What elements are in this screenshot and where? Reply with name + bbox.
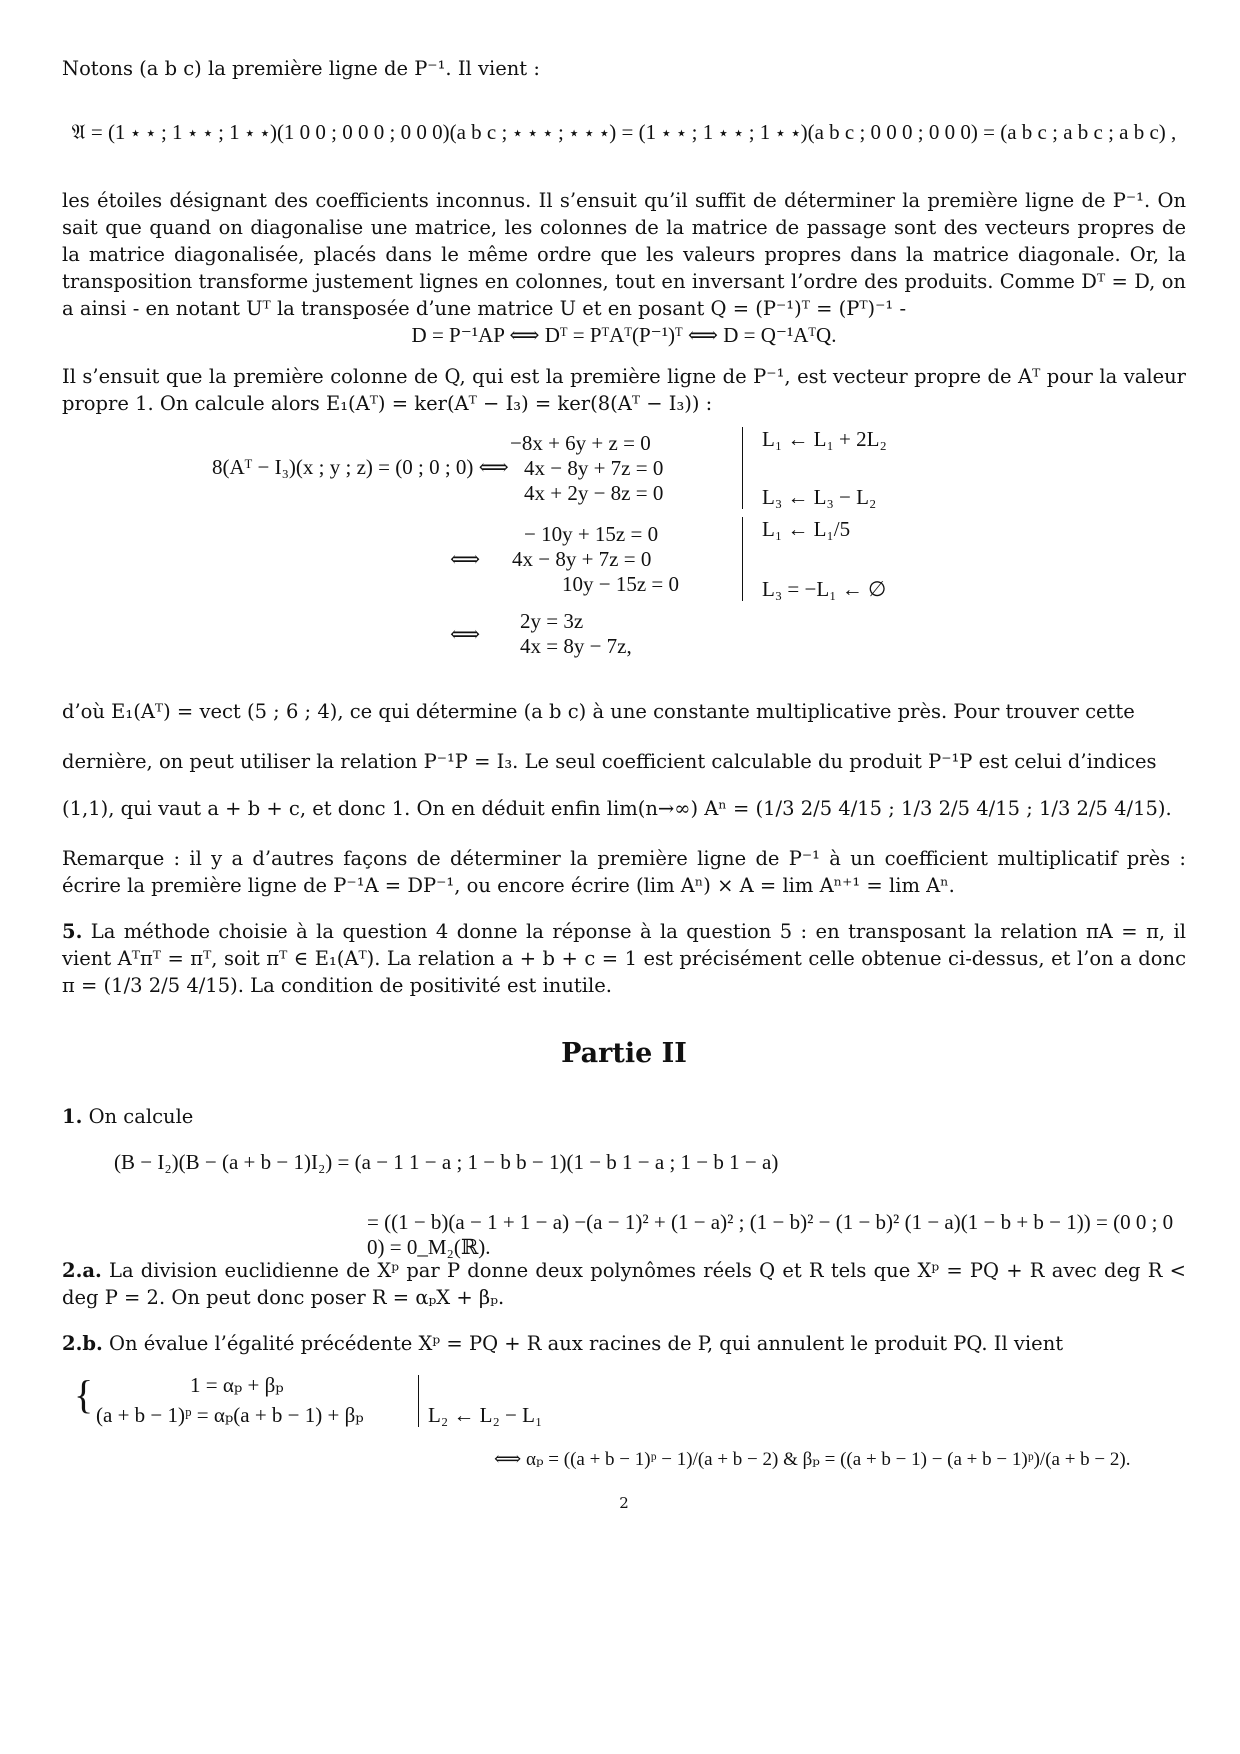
system-mid-line-2: 4x − 8y + 7z = 0 [512, 547, 652, 571]
question-5-text: La méthode choisie à la question 4 donne la réponse à la question 5 : en transposant la relation πA = π, il vient Aᵀπᵀ = πᵀ, soit πᵀ ∈ E₁(Aᵀ). La relation a + b + c = 1 est précisément celle obtenue ci-dessus, et l’on a donc π = (1/3 2/5 4/15). La condition de positivité est inutile. [62, 920, 1186, 997]
section-title: Partie II [561, 1038, 687, 1069]
row-operation-1: L₁ ← L₁ + 2L₂ [762, 427, 887, 451]
alpha-beta-line-2: (a + b − 1)ᵖ = αₚ(a + b − 1) + βₚ [96, 1403, 364, 1427]
question-2b [62, 1330, 1186, 1357]
paragraph-remark: Remarque : il y a d’autres façons de déterminer la première ligne de P⁻¹ à un coefficient multiplicatif près : écrire la première ligne de P⁻¹A = DP⁻¹, ou encore écrire (lim Aⁿ) × A = lim Aⁿ⁺¹ = lim Aⁿ. [62, 847, 1186, 897]
alpha-beta-result: ⟺ αₚ = ((a + b − 1)ᵖ − 1)/(a + b − 2) & βₚ = ((a + b − 1) − (a + b − 1)ᵖ)/(a + b − 2). [494, 1449, 1131, 1470]
paragraph-limit: (1,1), qui vaut a + b + c, et donc 1. On en déduit enfin lim(n→∞) Aⁿ = (1/3 2/5 4/15 ; 1/3 2/5 4/15 ; 1/3 2/5 4/15). [62, 797, 1172, 820]
paragraph-normalisation: dernière, on peut utiliser la relation P⁻¹P = I₃. Le seul coefficient calculable du produit P⁻¹P est celui d’indices [62, 750, 1157, 773]
question-5 [62, 918, 1186, 999]
question-2a-text: La division euclidienne de Xᵖ par P donne deux polynômes réels Q et R tels que Xᵖ = PQ + R avec deg R < deg P = 2. On peut donc poser R = αₚX + βₚ. [62, 1259, 1186, 1309]
equation-matrix-product: 𝔄 = (1 ⋆ ⋆ ; 1 ⋆ ⋆ ; 1 ⋆ ⋆)(1 0 0 ; 0 0 0 ; 0 0 0)(a b c ; ⋆ ⋆ ⋆ ; ⋆ ⋆ ⋆) = (1 ⋆ ⋆ ; 1 ⋆ ⋆ ; 1 ⋆ ⋆)(a b c ; 0 0 0 ; 0 0 0) = (a b c ; a b c ; a b c) , [71, 120, 1177, 144]
equation-diagonalisation: D = P⁻¹AP ⟺ Dᵀ = PᵀAᵀ(P⁻¹)ᵀ ⟺ D = Q⁻¹AᵀQ. [411, 323, 837, 347]
question-1 [62, 1103, 1186, 1130]
system-equivalence-2: ⟺ [450, 622, 481, 646]
system-line-2: 4x − 8y + 7z = 0 [524, 456, 664, 480]
question-2a-number: 2.a. [62, 1259, 102, 1282]
alpha-beta-operation: L₂ ← L₂ − L₁ [428, 1403, 543, 1427]
question-2b-number: 2.b. [62, 1332, 103, 1355]
system-separator-2 [742, 517, 743, 601]
equation-product-1: (B − I₂)(B − (a + b − 1)I₂) = (a − 1 1 − a ; 1 − b b − 1)(1 − b 1 − a ; 1 − b 1 − a) [114, 1150, 779, 1174]
alpha-beta-separator [418, 1375, 419, 1427]
system-equivalence-1: ⟺ [450, 547, 481, 571]
question-5-number: 5. [62, 920, 83, 943]
equation-product-2: = ((1 − b)(a − 1 + 1 − a) −(a − 1)² + (1 − a)² ; (1 − b)² − (1 − b)² (1 − a)(1 − b + b − 1)) = (0 0 ; 0 0) = 0_M₂(ℝ). [367, 1210, 1174, 1259]
system-separator-1 [742, 427, 743, 509]
system-line-1: −8x + 6y + z = 0 [510, 431, 651, 455]
system-line-3: 4x + 2y − 8z = 0 [524, 481, 664, 505]
brace: { [74, 1372, 94, 1417]
row-operation-2: L₃ ← L₃ − L₂ [762, 485, 877, 509]
page-number: 2 [619, 1494, 629, 1512]
system-mid-line-1: − 10y + 15z = 0 [524, 522, 659, 546]
question-2b-text: On évalue l’égalité précédente Xᵖ = PQ + R aux racines de P, qui annulent le produit PQ. Il vient [108, 1332, 1064, 1355]
system-mid-line-3: 10y − 15z = 0 [562, 572, 680, 596]
alpha-beta-line-1: 1 = αₚ + βₚ [190, 1373, 284, 1397]
paragraph-transposition: les étoiles désignant des coefficients inconnus. Il s’ensuit qu’il suffit de déterminer la première ligne de P⁻¹. On sait que quand on diagonalise une matrice, les colonnes de la matrice de passage sont des vecteurs propres de la matrice diagonalisée, placés dans le même ordre que les valeurs propres dans la matrice diagonale. Or, la transposition transforme justement lignes en colonnes, tout en inversant l’ordre des produits. Comme Dᵀ = D, on a ainsi - en notant Uᵀ la transposée d’une matrice U et en posant Q = (P⁻¹)ᵀ = (Pᵀ)⁻¹ - [62, 189, 1186, 320]
system-lhs: 8(Aᵀ − I₃)(x ; y ; z) = (0 ; 0 ; 0) ⟺ [212, 455, 509, 479]
paragraph-eigenspace: d’où E₁(Aᵀ) = vect (5 ; 6 ; 4), ce qui détermine (a b c) à une constante multiplicative près. Pour trouver cette [62, 700, 1135, 723]
question-2a [62, 1257, 1186, 1311]
document-page [62, 0, 1186, 1754]
question-1-number: 1. [62, 1105, 83, 1128]
question-1-text: On calcule [88, 1105, 194, 1128]
paragraph-intro: Notons (a b c) la première ligne de P⁻¹. Il vient : [62, 57, 540, 80]
row-operation-3: L₁ ← L₁/5 [762, 517, 851, 541]
row-operation-4: L₃ = −L₁ ← ∅ [762, 577, 887, 601]
system-final-line-2: 4x = 8y − 7z, [520, 634, 632, 658]
paragraph-eigenvector: Il s’ensuit que la première colonne de Q, qui est la première ligne de P⁻¹, est vecteur propre de Aᵀ pour la valeur propre 1. On calcule alors E₁(Aᵀ) = ker(Aᵀ − I₃) = ker(8(Aᵀ − I₃)) : [62, 365, 1186, 415]
system-final-line-1: 2y = 3z [520, 609, 584, 633]
